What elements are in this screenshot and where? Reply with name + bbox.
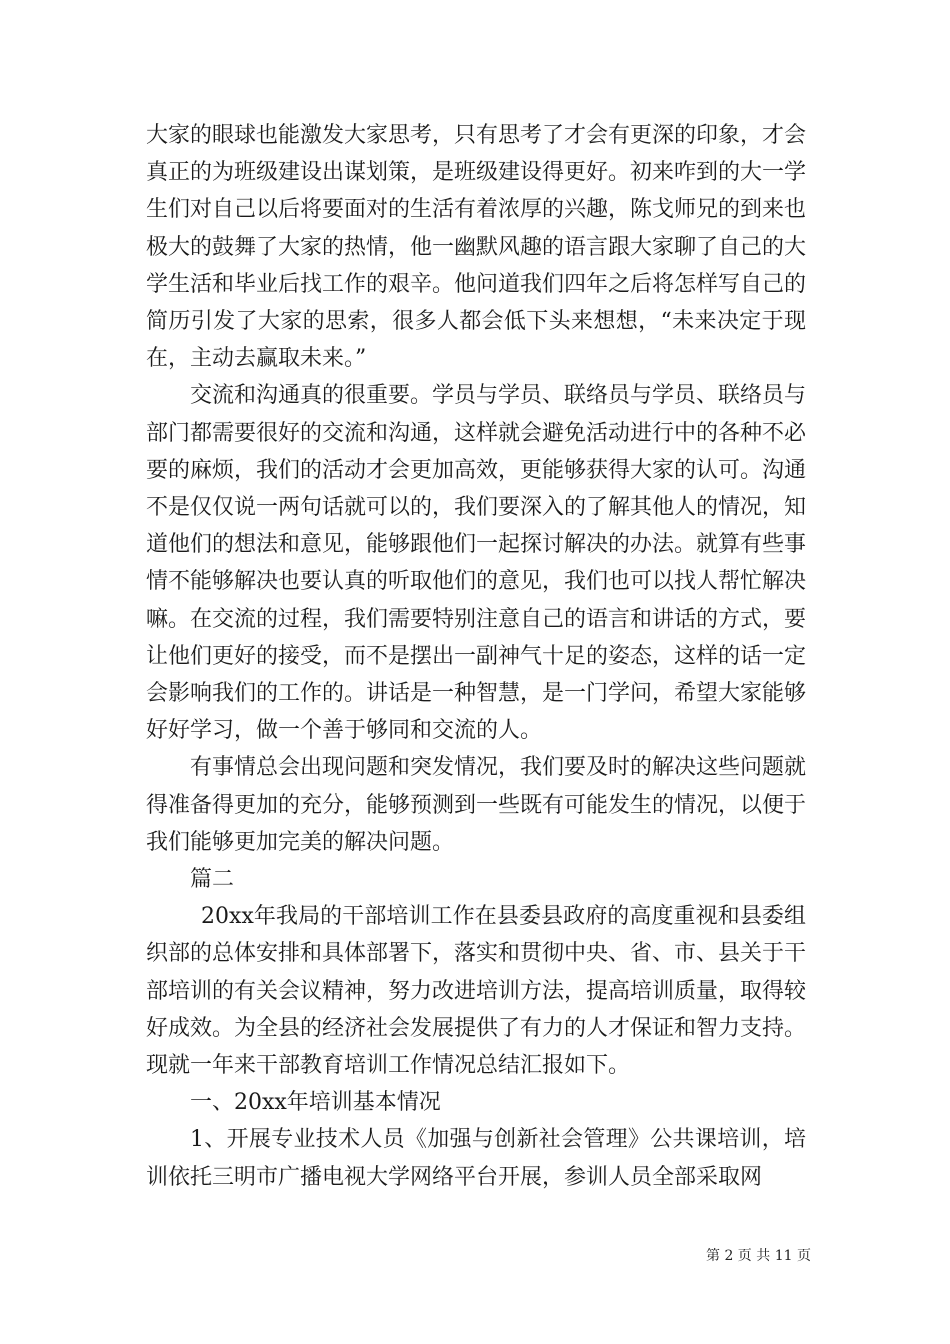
page-number-footer: 第 2 页 共 11 页 — [706, 1248, 811, 1264]
paragraph-problems: 有事情总会出现问题和突发情况，我们要及时的解决这些问题就得准备得更加的充分，能够预测到一些既有可能发生的情况，以便于我们能够更加完美的解决问题。 — [146, 755, 807, 855]
paragraph-training-intro: 20xx年我局的干部培训工作在县委县政府的高度重视和县委组织部的总体安排和具体部署下，落实和贯彻中央、省、市、县关于干部培训的有关会议精神，努力改进培训方法，提高培训质量，取得较好成效。为全县的经济社会发展提供了有力的人才保证和智力支持。现就一年来干部教育培训工作情况总结汇报如下。 — [146, 904, 807, 1079]
paragraph-communication: 交流和沟通真的很重要。学员与学员、联络员与学员、联络员与部门都需要很好的交流和沟通，这样就会避免活动进行中的各种不必要的麻烦，我们的活动才会更加高效，更能够获得大家的认可。沟通不是仅仅说一两句话就可以的，我们要深入的了解其他人的情况，知道他们的想法和意见，能够跟他们一起探讨解决的办法。就算有些事情不能够解决也要认真的听取他们的意见，我们也可以找人帮忙解决嘛。在交流的过程，我们需要特别注意自己的语言和讲话的方式，要让他们更好的接受，而不是摆出一副神气十足的姿态，这样的话一定会影响我们的工作的。讲话是一种智慧，是一门学问，希望大家能够好好学习，做一个善于够同和交流的人。 — [146, 383, 807, 744]
document-body — [146, 117, 806, 1196]
paragraph-continuation: 大家的眼球也能激发大家思考，只有思考了才会有更深的印象，才会真正的为班级建设出谋划策，是班级建设得更好。初来咋到的大一学生们对自己以后将要面对的生活有着浓厚的兴趣，陈戈师兄的到来也极大的鼓舞了大家的热情，他一幽默风趣的语言跟大家聊了自己的大学生活和毕业后找工作的艰辛。他问道我们四年之后将怎样写自己的简历引发了大家的思索，很多人都会低下头来想想，“未来决定于现在，主动去赢取未来。” — [146, 123, 807, 372]
section-heading-part-two: 篇二 — [190, 867, 235, 893]
subheading-training-overview: 一、20xx年培训基本情况 — [190, 1090, 441, 1116]
paragraph-training-item-1: 1、开展专业技术人员《加强与创新社会管理》公共课培训，培训依托三明市广播电视大学网络平台开展，参训人员全部采取网 — [146, 1127, 806, 1190]
